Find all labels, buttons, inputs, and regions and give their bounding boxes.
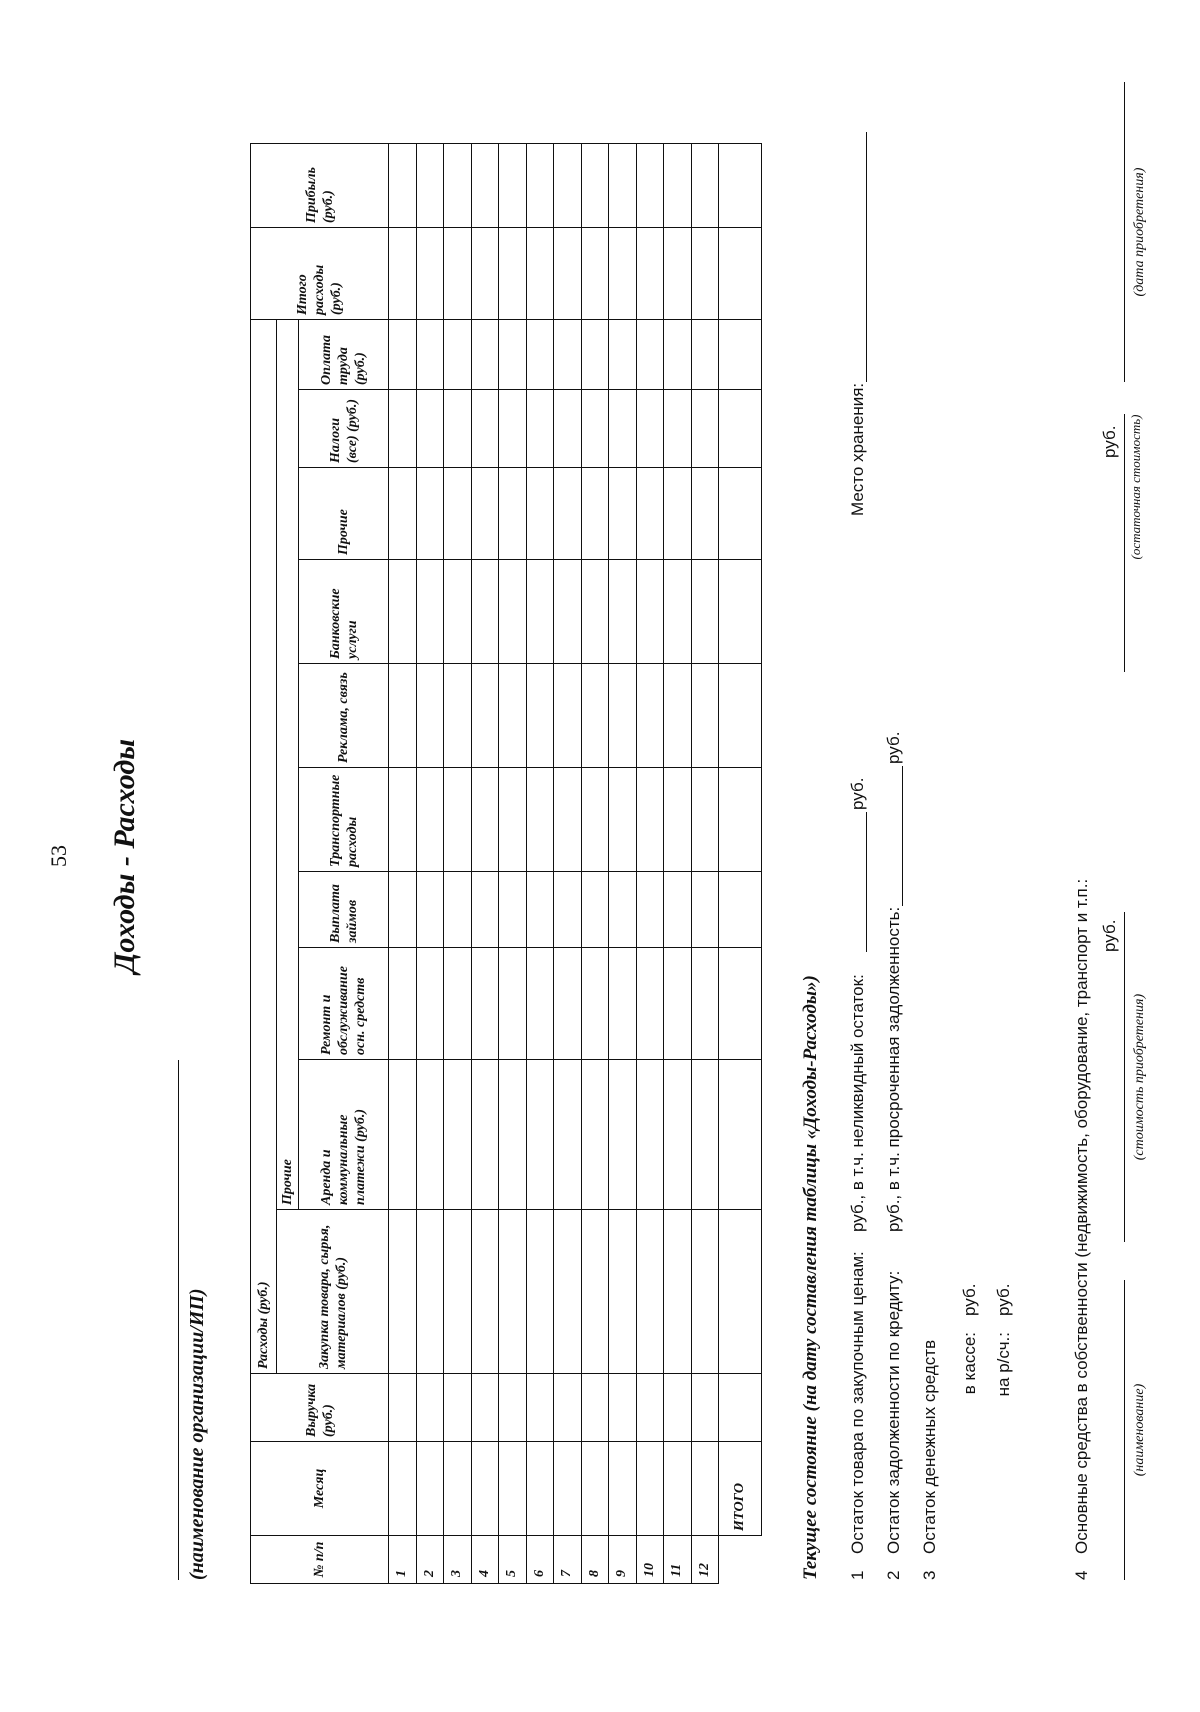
table-cell[interactable] <box>389 144 417 228</box>
table-cell[interactable] <box>389 320 417 390</box>
table-cell[interactable] <box>636 872 664 948</box>
header-expenses-group: Расходы (руб.) <box>251 320 277 1374</box>
table-cell[interactable] <box>636 1442 664 1536</box>
table-cell[interactable] <box>581 1442 609 1536</box>
document-title: Доходы - Расходы <box>108 738 141 974</box>
table-cell[interactable] <box>664 768 692 872</box>
table-cell[interactable] <box>636 468 664 560</box>
table-cell[interactable] <box>664 560 692 664</box>
table-cell[interactable] <box>581 1374 609 1442</box>
table-cell[interactable] <box>499 560 527 664</box>
table-cell[interactable] <box>554 390 582 468</box>
table-cell[interactable] <box>389 1210 417 1374</box>
header-month: Месяц <box>251 1442 389 1536</box>
table-cell[interactable] <box>444 1060 472 1210</box>
table-cell[interactable] <box>416 1210 444 1374</box>
table-cell[interactable] <box>691 228 719 320</box>
table-cell[interactable] <box>499 948 527 1060</box>
header-loans: Выплата займов <box>299 872 389 948</box>
row-number: 1 <box>389 1536 417 1584</box>
table-cell[interactable] <box>554 948 582 1060</box>
table-cell[interactable] <box>664 144 692 228</box>
table-cell[interactable] <box>471 320 499 390</box>
date-field-line[interactable] <box>1124 82 1125 382</box>
income-expense-table <box>250 143 762 1584</box>
item4-num: 4 <box>1072 1570 1091 1580</box>
caption-date: (дата приобретения) <box>1132 167 1147 297</box>
table-cell[interactable] <box>499 768 527 872</box>
table-cell[interactable] <box>609 872 637 948</box>
table-cell[interactable] <box>444 468 472 560</box>
residual-field-line[interactable] <box>1124 414 1125 672</box>
item2-rub: руб., в т.ч. просроченная задолженность: <box>884 906 903 1232</box>
header-ads: Реклама, связь <box>299 664 389 768</box>
table-row <box>471 144 499 1584</box>
table-cell[interactable] <box>554 144 582 228</box>
table-row <box>636 144 664 1584</box>
total-cell[interactable] <box>719 1210 762 1374</box>
table-cell[interactable] <box>416 144 444 228</box>
table-cell[interactable] <box>444 390 472 468</box>
item2-rub-end: руб. <box>884 731 903 764</box>
table-cell[interactable] <box>471 468 499 560</box>
table-cell[interactable] <box>691 664 719 768</box>
table-cell[interactable] <box>499 1060 527 1210</box>
table-cell[interactable] <box>581 560 609 664</box>
table-cell[interactable] <box>691 468 719 560</box>
table-cell[interactable] <box>664 1374 692 1442</box>
header-total-expenses: Итого расходы (руб.) <box>251 228 389 320</box>
total-cell[interactable] <box>719 768 762 872</box>
table-cell[interactable] <box>636 1210 664 1374</box>
table-cell[interactable] <box>416 468 444 560</box>
table-cell[interactable] <box>389 228 417 320</box>
rub-a: руб. <box>1100 919 1119 952</box>
total-row <box>719 144 762 1584</box>
table-cell[interactable] <box>416 872 444 948</box>
table-cell[interactable] <box>581 320 609 390</box>
table-cell[interactable] <box>471 872 499 948</box>
item2-label: Остаток задолженности по кредиту: <box>884 1270 903 1554</box>
table-cell[interactable] <box>471 948 499 1060</box>
table-cell[interactable] <box>554 228 582 320</box>
table-cell[interactable] <box>691 560 719 664</box>
item1-rub: руб., в т.ч. неликвидный остаток: <box>848 974 867 1232</box>
item1-rub-end: руб. <box>848 777 867 810</box>
table-cell[interactable] <box>389 1374 417 1442</box>
table-cell[interactable] <box>444 320 472 390</box>
current-state-title: Текущее состояние (на дату составления таблицы «Доходы-Расходы») <box>800 975 821 1580</box>
table-cell[interactable] <box>389 390 417 468</box>
header-labor: Оплата труда (руб.) <box>299 320 389 390</box>
table-cell[interactable] <box>416 320 444 390</box>
org-name-caption: (наименование организации/ИП) <box>186 1288 208 1580</box>
table-cell[interactable] <box>609 948 637 1060</box>
table-cell[interactable] <box>499 144 527 228</box>
table-cell[interactable] <box>554 768 582 872</box>
table-cell[interactable] <box>389 768 417 872</box>
row-number: 10 <box>636 1536 664 1584</box>
row-number: 2 <box>416 1536 444 1584</box>
table-cell[interactable] <box>554 872 582 948</box>
table-cell[interactable] <box>471 1374 499 1442</box>
table-cell[interactable] <box>526 228 554 320</box>
account-label: на р/сч.: <box>994 1332 1013 1397</box>
table-cell[interactable] <box>471 1210 499 1374</box>
table-cell[interactable] <box>526 390 554 468</box>
table-cell[interactable] <box>691 1442 719 1536</box>
table-cell[interactable] <box>444 948 472 1060</box>
table-cell[interactable] <box>389 872 417 948</box>
table-cell[interactable] <box>581 390 609 468</box>
table-cell[interactable] <box>581 948 609 1060</box>
table-cell[interactable] <box>471 1060 499 1210</box>
cash-rub: руб. <box>960 1283 979 1316</box>
table-row <box>444 144 472 1584</box>
header-bank: Банковские услуги <box>299 560 389 664</box>
row-number: 12 <box>691 1536 719 1584</box>
table-cell[interactable] <box>609 560 637 664</box>
table-cell[interactable] <box>554 468 582 560</box>
table-cell[interactable] <box>444 1210 472 1374</box>
table-cell[interactable] <box>664 320 692 390</box>
row-number: 6 <box>526 1536 554 1584</box>
table-cell[interactable] <box>691 1374 719 1442</box>
total-cell[interactable] <box>719 872 762 948</box>
table-cell[interactable] <box>554 1210 582 1374</box>
item4-label: Основные средства в собственности (недвижимость, оборудование, транспорт и т.п.: <box>1072 878 1091 1554</box>
rub-b: руб. <box>1100 425 1119 458</box>
table-cell[interactable] <box>636 664 664 768</box>
table-cell[interactable] <box>526 1210 554 1374</box>
header-revenue: Выручка (руб.) <box>251 1374 389 1442</box>
table-cell[interactable] <box>581 144 609 228</box>
total-cell[interactable] <box>719 1374 762 1442</box>
table-cell[interactable] <box>581 768 609 872</box>
table-row <box>499 144 527 1584</box>
total-cell[interactable] <box>719 664 762 768</box>
table-cell[interactable] <box>554 320 582 390</box>
row-number: 9 <box>609 1536 637 1584</box>
header-num: № п/п <box>251 1536 389 1584</box>
row-number: 8 <box>581 1536 609 1584</box>
table-cell[interactable] <box>609 664 637 768</box>
table-cell[interactable] <box>526 320 554 390</box>
table-row <box>691 144 719 1584</box>
table-row <box>609 144 637 1584</box>
header-repair: Ремонт и обслуживание осн. средств <box>299 948 389 1060</box>
table-cell[interactable] <box>691 390 719 468</box>
table-cell[interactable] <box>526 468 554 560</box>
table-cell[interactable] <box>526 560 554 664</box>
table-cell[interactable] <box>471 228 499 320</box>
table-cell[interactable] <box>526 872 554 948</box>
table-cell[interactable] <box>416 1442 444 1536</box>
table-cell[interactable] <box>581 872 609 948</box>
table-cell[interactable] <box>444 560 472 664</box>
table-cell[interactable] <box>664 468 692 560</box>
table-cell[interactable] <box>499 1442 527 1536</box>
table-cell[interactable] <box>636 768 664 872</box>
table-cell[interactable] <box>581 1210 609 1374</box>
table-row <box>554 144 582 1584</box>
table-cell[interactable] <box>444 872 472 948</box>
item1-field-line[interactable] <box>866 812 867 952</box>
table-cell[interactable] <box>554 1060 582 1210</box>
total-row-spacer <box>719 1536 762 1584</box>
table-cell[interactable] <box>444 144 472 228</box>
row-number: 11 <box>664 1536 692 1584</box>
total-cell[interactable] <box>719 1060 762 1210</box>
table-cell[interactable] <box>609 1442 637 1536</box>
item2-field-line[interactable] <box>902 766 903 906</box>
row-number: 7 <box>554 1536 582 1584</box>
table-cell[interactable] <box>416 1374 444 1442</box>
table-cell[interactable] <box>664 664 692 768</box>
table-cell[interactable] <box>526 1060 554 1210</box>
table-body <box>389 144 762 1584</box>
table-cell[interactable] <box>554 1374 582 1442</box>
header-other-group: Прочие <box>277 320 299 1210</box>
table-cell[interactable] <box>609 144 637 228</box>
table-row <box>664 144 692 1584</box>
table-cell[interactable] <box>609 768 637 872</box>
storage-field-line[interactable] <box>866 132 867 382</box>
total-cell[interactable] <box>719 948 762 1060</box>
caption-residual: (остаточная стоимость) <box>1128 414 1143 560</box>
table-cell[interactable] <box>609 1210 637 1374</box>
table-cell[interactable] <box>416 664 444 768</box>
table-row <box>389 144 417 1584</box>
table-cell[interactable] <box>581 1060 609 1210</box>
row-number: 3 <box>444 1536 472 1584</box>
table-cell[interactable] <box>389 948 417 1060</box>
table-cell[interactable] <box>416 560 444 664</box>
table-cell[interactable] <box>636 1060 664 1210</box>
table-cell[interactable] <box>499 228 527 320</box>
table-cell[interactable] <box>609 228 637 320</box>
table-cell[interactable] <box>416 768 444 872</box>
table-cell[interactable] <box>609 1060 637 1210</box>
table-cell[interactable] <box>389 664 417 768</box>
table-cell[interactable] <box>526 948 554 1060</box>
table-row <box>526 144 554 1584</box>
table-cell[interactable] <box>499 664 527 768</box>
table-cell[interactable] <box>416 390 444 468</box>
table-cell[interactable] <box>499 390 527 468</box>
table-cell[interactable] <box>636 390 664 468</box>
total-label: ИТОГО <box>719 1442 762 1536</box>
table-cell[interactable] <box>664 1060 692 1210</box>
storage-label: Место хранения: <box>848 382 867 516</box>
table-cell[interactable] <box>664 228 692 320</box>
item3-num: 3 <box>920 1570 939 1580</box>
table-cell[interactable] <box>691 144 719 228</box>
table-cell[interactable] <box>471 664 499 768</box>
total-cell[interactable] <box>719 144 762 228</box>
table-cell[interactable] <box>609 320 637 390</box>
table-cell[interactable] <box>691 1060 719 1210</box>
table-cell[interactable] <box>471 768 499 872</box>
item3-label: Остаток денежных средств <box>920 1339 939 1554</box>
item1-label: Остаток товара по закупочным ценам: <box>848 1251 867 1554</box>
table-cell[interactable] <box>526 144 554 228</box>
table-cell[interactable] <box>526 664 554 768</box>
table-cell[interactable] <box>389 468 417 560</box>
total-cell[interactable] <box>719 390 762 468</box>
row-number: 4 <box>471 1536 499 1584</box>
table-cell[interactable] <box>526 1374 554 1442</box>
org-name-line <box>178 1060 179 1580</box>
table-cell[interactable] <box>691 768 719 872</box>
table-cell[interactable] <box>609 1374 637 1442</box>
caption-name: (наименование) <box>1132 1383 1147 1477</box>
table-cell[interactable] <box>664 390 692 468</box>
header-transport: Транспортные расходы <box>299 768 389 872</box>
cash-label: в кассе: <box>960 1332 979 1395</box>
table-cell[interactable] <box>636 560 664 664</box>
table-cell[interactable] <box>636 320 664 390</box>
cost-field-line[interactable] <box>1124 912 1125 1242</box>
table-cell[interactable] <box>416 948 444 1060</box>
table-cell[interactable] <box>416 1060 444 1210</box>
table-cell[interactable] <box>499 1374 527 1442</box>
table-cell[interactable] <box>691 320 719 390</box>
table-cell[interactable] <box>471 560 499 664</box>
table-cell[interactable] <box>636 948 664 1060</box>
table-cell[interactable] <box>389 1442 417 1536</box>
header-rent: Аренда и коммунальные платежи (руб.) <box>299 1060 389 1210</box>
table-cell[interactable] <box>499 468 527 560</box>
header-purchase: Закупка товара, сырья, материалов (руб.) <box>277 1210 389 1374</box>
table-cell[interactable] <box>444 1442 472 1536</box>
caption-cost: (стоимость приобретения) <box>1132 993 1147 1161</box>
table-cell[interactable] <box>609 390 637 468</box>
table-cell[interactable] <box>581 468 609 560</box>
header-profit: Прибыль (руб.) <box>251 144 389 228</box>
table-cell[interactable] <box>499 320 527 390</box>
table-cell[interactable] <box>636 228 664 320</box>
table-cell[interactable] <box>581 664 609 768</box>
item1-num: 1 <box>848 1570 867 1580</box>
total-cell[interactable] <box>719 320 762 390</box>
table-cell[interactable] <box>609 468 637 560</box>
table-row <box>581 144 609 1584</box>
table-cell[interactable] <box>471 1442 499 1536</box>
table-cell[interactable] <box>389 560 417 664</box>
table-cell[interactable] <box>444 768 472 872</box>
table-cell[interactable] <box>664 948 692 1060</box>
table-cell[interactable] <box>581 228 609 320</box>
row-number: 5 <box>499 1536 527 1584</box>
table-cell[interactable] <box>664 872 692 948</box>
table-cell[interactable] <box>691 1210 719 1374</box>
total-cell[interactable] <box>719 468 762 560</box>
table-cell[interactable] <box>554 560 582 664</box>
table-cell[interactable] <box>526 1442 554 1536</box>
total-cell[interactable] <box>719 228 762 320</box>
table-cell[interactable] <box>636 1374 664 1442</box>
table-cell[interactable] <box>526 768 554 872</box>
table-cell[interactable] <box>444 1374 472 1442</box>
header-other: Прочие <box>299 468 389 560</box>
account-rub: руб. <box>994 1283 1013 1316</box>
page-number: 53 <box>46 845 71 867</box>
name-field-line[interactable] <box>1124 1280 1125 1580</box>
table-cell[interactable] <box>499 872 527 948</box>
table-cell[interactable] <box>416 228 444 320</box>
table-cell[interactable] <box>444 664 472 768</box>
table-cell[interactable] <box>444 228 472 320</box>
header-taxes: Налоги (все) (руб.) <box>299 390 389 468</box>
table-cell[interactable] <box>691 948 719 1060</box>
table-cell[interactable] <box>636 144 664 228</box>
table-cell[interactable] <box>664 1442 692 1536</box>
total-cell[interactable] <box>719 560 762 664</box>
table-cell[interactable] <box>389 1060 417 1210</box>
table-cell[interactable] <box>554 1442 582 1536</box>
table-cell[interactable] <box>691 872 719 948</box>
table-row <box>416 144 444 1584</box>
table-cell[interactable] <box>471 390 499 468</box>
table-cell[interactable] <box>554 664 582 768</box>
item2-num: 2 <box>884 1570 903 1580</box>
table-cell[interactable] <box>471 144 499 228</box>
table-cell[interactable] <box>664 1210 692 1374</box>
table-cell[interactable] <box>499 1210 527 1374</box>
